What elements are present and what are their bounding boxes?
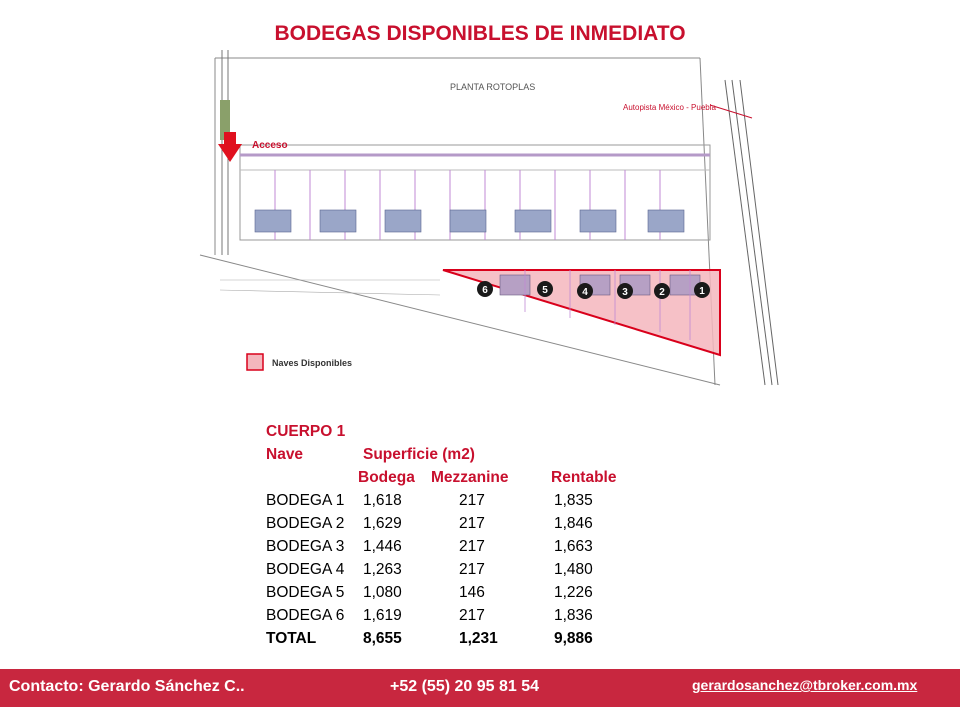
cell-nave: BODEGA 2 — [266, 515, 345, 532]
access-label: Acceso — [252, 140, 288, 151]
cell-bodega: 1,629 — [363, 515, 402, 532]
cell-nave: BODEGA 5 — [266, 584, 345, 601]
cell-bodega: 1,619 — [363, 607, 402, 624]
planta-label: PLANTA ROTOPLAS — [450, 82, 536, 92]
marker-6: 6 — [482, 285, 488, 296]
header-bodega: Bodega — [358, 469, 415, 486]
cell-mezzanine: 217 — [459, 492, 485, 509]
cell-rentable: 1,835 — [554, 492, 593, 509]
highway-label: Autopista México - Puebla — [623, 103, 716, 112]
contact-name: Contacto: Gerardo Sánchez C.. — [9, 678, 245, 695]
total-rentable: 9,886 — [554, 630, 593, 647]
site-plan — [180, 50, 790, 390]
cell-mezzanine: 217 — [459, 515, 485, 532]
section-title: CUERPO 1 — [266, 423, 346, 440]
cell-rentable: 1,663 — [554, 538, 593, 555]
cell-bodega: 1,446 — [363, 538, 402, 555]
marker-3: 3 — [622, 287, 628, 298]
cell-nave: BODEGA 3 — [266, 538, 345, 555]
total-bodega: 8,655 — [363, 630, 402, 647]
header-superficie: Superficie (m2) — [363, 446, 475, 463]
cell-mezzanine: 217 — [459, 607, 485, 624]
total-mezzanine: 1,231 — [459, 630, 498, 647]
contact-email-link[interactable]: gerardosanchez@tbroker.com.mx — [692, 677, 918, 693]
cell-nave: BODEGA 6 — [266, 607, 345, 624]
header-rentable: Rentable — [551, 469, 617, 486]
cell-rentable: 1,226 — [554, 584, 593, 601]
page-title: BODEGAS DISPONIBLES DE INMEDIATO — [274, 22, 686, 45]
total-label: TOTAL — [266, 630, 317, 647]
legend-swatch — [247, 354, 263, 370]
legend-label: Naves Disponibles — [272, 358, 353, 368]
cell-bodega: 1,080 — [363, 584, 402, 601]
cell-rentable: 1,480 — [554, 561, 593, 578]
marker-2: 2 — [659, 287, 665, 298]
marker-4: 4 — [582, 287, 588, 298]
cell-rentable: 1,846 — [554, 515, 593, 532]
header-mezzanine: Mezzanine — [431, 469, 509, 486]
cell-rentable: 1,836 — [554, 607, 593, 624]
marker-5: 5 — [542, 285, 548, 296]
cell-nave: BODEGA 1 — [266, 492, 345, 509]
cell-mezzanine: 217 — [459, 538, 485, 555]
cell-bodega: 1,618 — [363, 492, 402, 509]
header-nave: Nave — [266, 446, 304, 463]
cell-nave: BODEGA 4 — [266, 561, 345, 578]
marker-1: 1 — [699, 286, 705, 297]
contact-phone[interactable]: +52 (55) 20 95 81 54 — [390, 678, 540, 695]
cell-bodega: 1,263 — [363, 561, 402, 578]
cell-mezzanine: 217 — [459, 561, 485, 578]
contact-footer — [0, 669, 960, 707]
cell-mezzanine: 146 — [459, 584, 485, 601]
